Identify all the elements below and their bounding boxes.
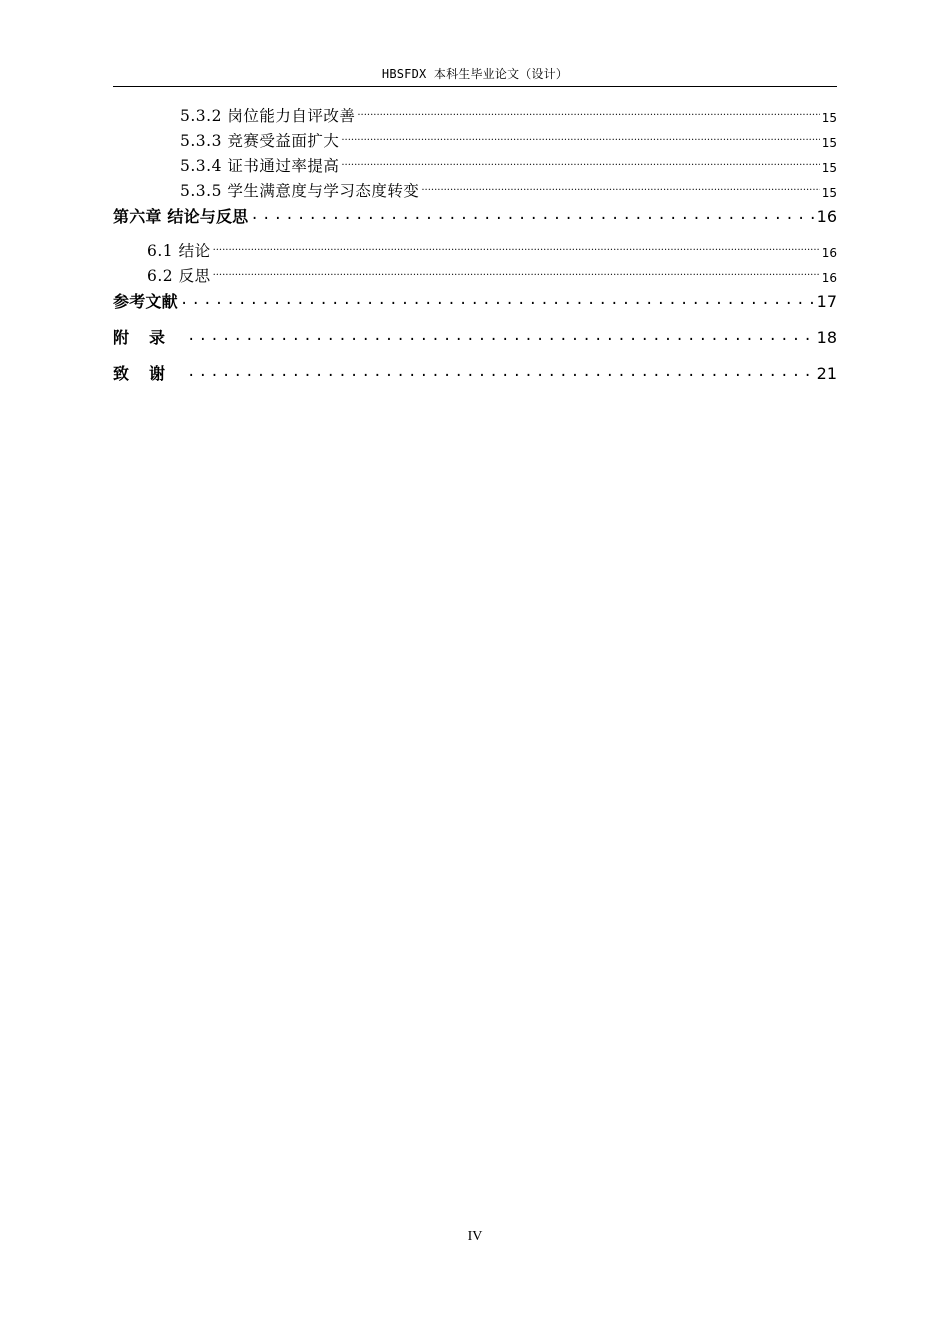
toc-entry-6-2[interactable] (113, 264, 837, 288)
toc-entry-label: 参考文献 (113, 292, 178, 311)
toc-entry-page: 15 (821, 136, 837, 150)
dot-leader (187, 334, 815, 350)
toc-entry-5-3-5[interactable] (113, 179, 837, 203)
toc-entry-5-3-3[interactable] (113, 129, 837, 153)
toc-entry-5-3-2[interactable] (113, 104, 837, 128)
dot-leader (357, 113, 819, 129)
toc-entry-appendix[interactable] (113, 326, 837, 350)
toc-entry-label: 附录 (113, 328, 186, 347)
toc-entry-references[interactable] (113, 290, 837, 314)
dot-leader (250, 213, 814, 229)
toc-entry-label: 5.3.2 岗位能力自评改善 (180, 107, 356, 125)
toc-entry-page: 17 (816, 292, 837, 311)
toc-entry-label: 致谢 (113, 364, 186, 383)
toc-entry-5-3-4[interactable] (113, 154, 837, 178)
header-rule (113, 86, 837, 87)
toc-entry-label: 5.3.3 竞赛受益面扩大 (180, 132, 340, 150)
toc-entry-label: 第六章 结论与反思 (113, 207, 249, 226)
dot-leader (213, 248, 820, 264)
toc-entry-chapter-6[interactable] (113, 205, 837, 229)
toc-entry-page: 16 (821, 246, 837, 260)
toc-entry-page: 15 (821, 111, 837, 125)
toc-entry-label: 5.3.5 学生满意度与学习态度转变 (180, 182, 420, 200)
toc-entry-page: 16 (816, 207, 837, 226)
dot-leader (180, 298, 815, 314)
page-number: IV (467, 1229, 483, 1244)
dot-leader (213, 273, 820, 289)
toc-entry-page: 15 (821, 161, 837, 175)
dot-leader (341, 163, 819, 179)
toc-entry-label: 6.1 结论 (147, 242, 211, 260)
toc-entry-page: 21 (816, 364, 837, 383)
toc-entry-label: 5.3.4 证书通过率提高 (180, 157, 340, 175)
dot-leader (421, 188, 819, 204)
toc-entry-label: 6.2 反思 (147, 267, 211, 285)
dot-leader (187, 370, 815, 386)
dot-leader (341, 138, 819, 154)
toc-entry-page: 16 (821, 271, 837, 285)
toc-entry-page: 15 (821, 186, 837, 200)
running-header: HBSFDX 本科生毕业论文（设计） (381, 67, 569, 81)
toc-entry-acknowledgements[interactable] (113, 362, 837, 386)
toc-entry-page: 18 (816, 328, 837, 347)
toc-entry-6-1[interactable] (113, 239, 837, 263)
